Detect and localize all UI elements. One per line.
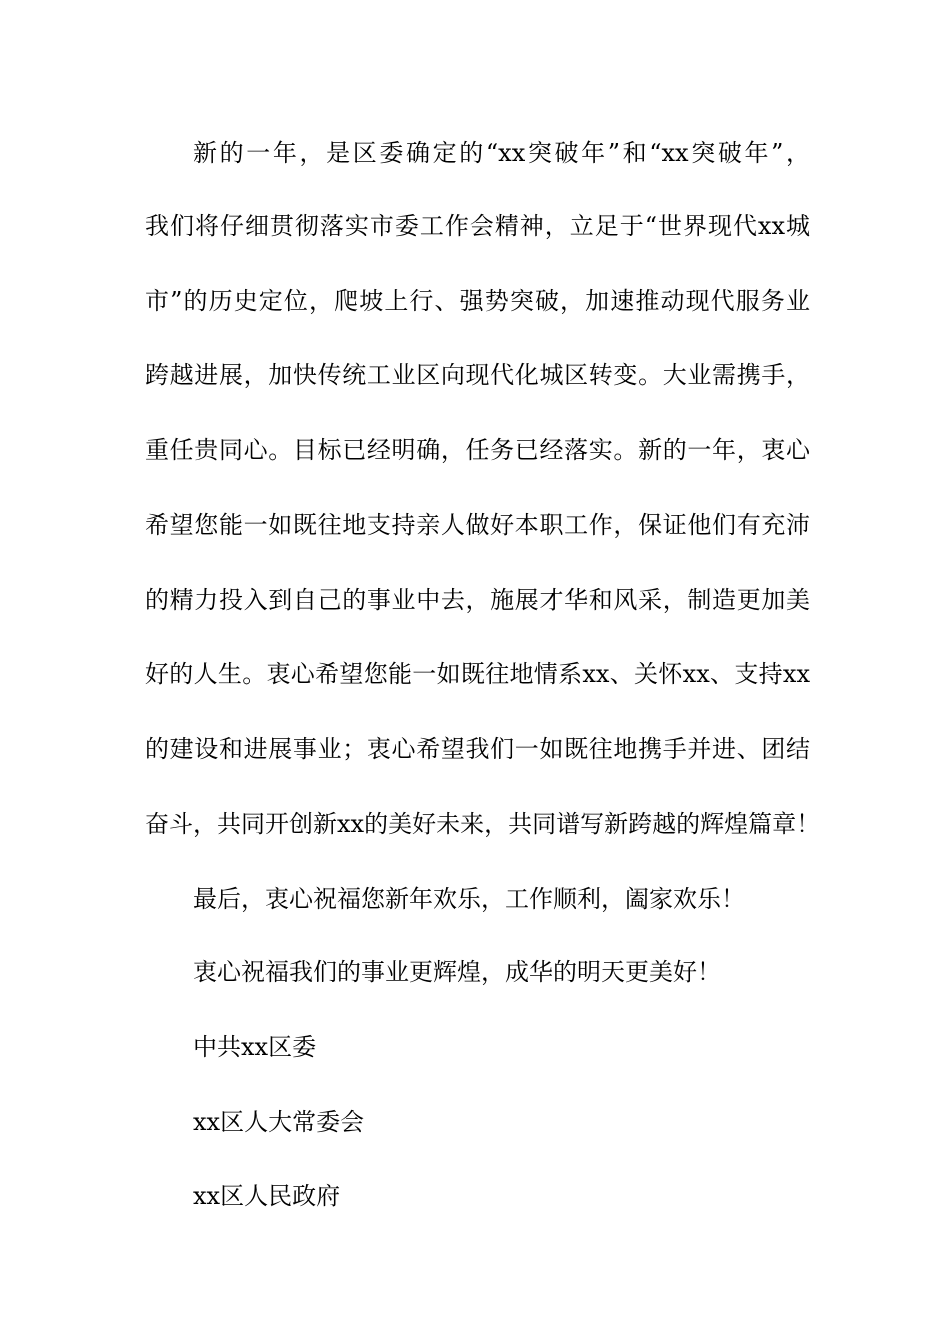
closing-blessing: 衷心祝福我们的事业更辉煌，成华的明天更美好！ [193, 958, 721, 986]
paragraph-line: 希望您能一如既往地支持亲人做好本职工作，保证他们有充沛 [145, 511, 810, 539]
paragraph-line: 市”的历史定位，爬坡上行、强势突破，加速推动现代服务业 [145, 287, 810, 315]
signature-government: xx区人民政府 [193, 1182, 341, 1210]
paragraph-line: 的建设和进展事业；衷心希望我们一如既往地携手并进、团结 [145, 735, 810, 763]
signature-peoples-congress: xx区人大常委会 [193, 1108, 365, 1136]
paragraph-line: 重任贵同心。目标已经明确，任务已经落实。新的一年，衷心 [145, 436, 810, 464]
signature-district-committee: 中共xx区委 [193, 1033, 317, 1061]
closing-wishes: 最后，衷心祝福您新年欢乐，工作顺利，阖家欢乐！ [193, 885, 745, 913]
paragraph-line: 好的人生。衷心希望您能一如既往地情系xx、关怀xx、支持xx [145, 660, 810, 688]
paragraph-line: 我们将仔细贯彻落实市委工作会精神，立足于“世界现代xx城 [145, 212, 810, 240]
paragraph-line: 跨越进展，加快传统工业区向现代化城区转变。大业需携手， [145, 361, 810, 389]
paragraph-line: 的精力投入到自己的事业中去，施展才华和风采，制造更加美 [145, 586, 810, 614]
paragraph-line: 新的一年，是区委确定的“xx突破年”和“xx突破年”， [193, 139, 810, 167]
paragraph-line: 奋斗，共同开创新xx的美好未来，共同谱写新跨越的辉煌篇章！ [145, 810, 821, 838]
